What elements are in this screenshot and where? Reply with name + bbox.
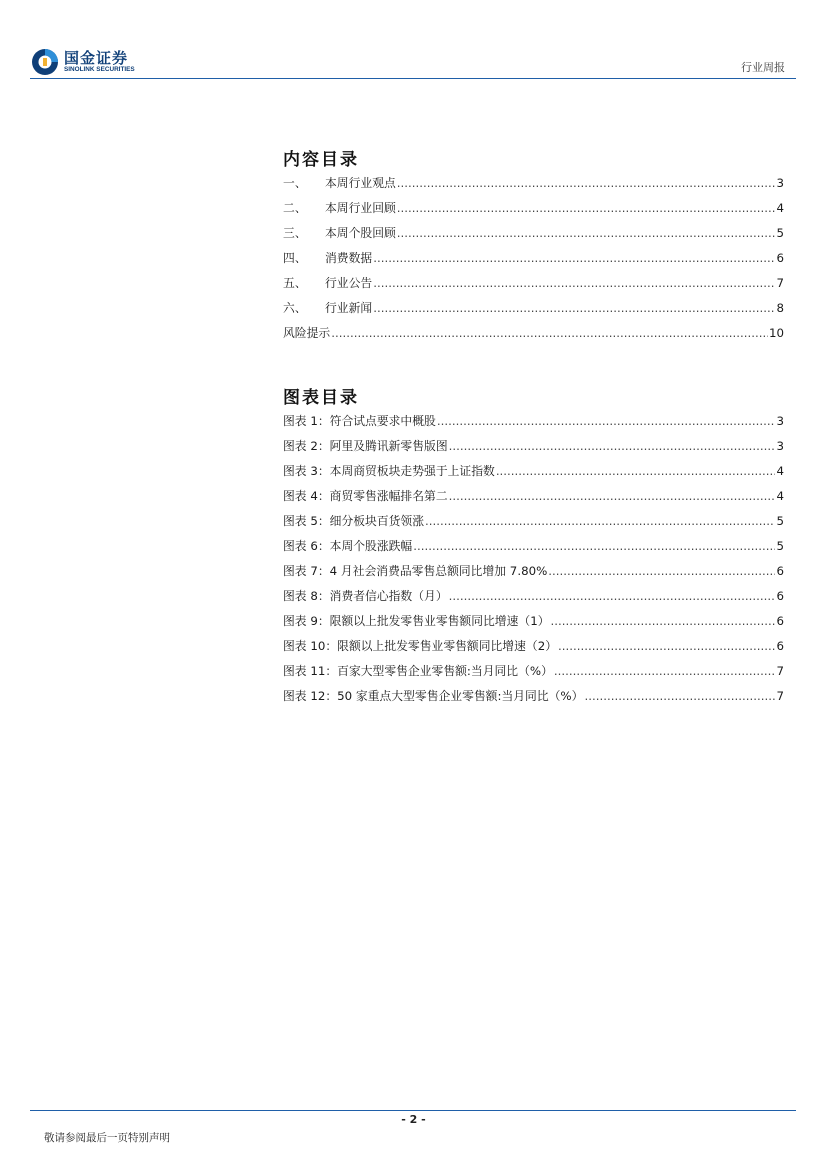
toc-entry-label [283, 249, 372, 266]
toc-leader-dots [425, 514, 775, 528]
toc-entry-page: 5 [776, 226, 784, 240]
toc-entry-text: 图表 9：限额以上批发零售业零售额同比增速（1） [283, 614, 550, 628]
contents-list [283, 174, 784, 349]
toc-entry-page: 6 [776, 564, 784, 578]
toc-entry-text: 本周行业观点 [325, 176, 396, 190]
toc-entry-number: 三、 [283, 226, 307, 240]
company-logo [30, 45, 160, 79]
toc-entry-label [283, 324, 330, 341]
toc-entry-page: 3 [776, 414, 784, 428]
toc-leader-dots [397, 226, 776, 240]
toc-entry-page: 7 [776, 664, 784, 678]
toc-entry-label [283, 412, 436, 429]
toc-entry-page: 3 [776, 439, 784, 453]
toc-entry-text: 图表 6：本周个股涨跌幅 [283, 539, 413, 553]
toc-entry-page: 5 [776, 514, 784, 528]
toc-leader-dots [449, 489, 776, 503]
toc-entry[interactable] [283, 324, 784, 349]
toc-entry-label [283, 199, 396, 216]
toc-entry-label [283, 637, 557, 654]
toc-entry-page: 4 [776, 489, 784, 503]
toc-leader-dots [449, 589, 776, 603]
toc-leader-dots [554, 664, 776, 678]
toc-entry[interactable] [283, 299, 784, 324]
toc-entry-page: 6 [776, 589, 784, 603]
toc-entry[interactable] [283, 637, 784, 662]
toc-leader-dots [331, 326, 768, 340]
page-number: - 2 - [401, 1113, 426, 1126]
toc-entry-text: 图表 5：细分板块百货领涨 [283, 514, 425, 528]
toc-entry-text: 图表 10：限额以上批发零售业零售额同比增速（2） [283, 639, 558, 653]
toc-entry-text: 图表 12：50 家重点大型零售企业零售额:当月同比（%） [283, 689, 584, 703]
toc-entry-label [283, 174, 396, 191]
toc-entry-text: 消费数据 [325, 251, 373, 265]
toc-entry-text: 图表 11：百家大型零售企业零售额:当月同比（%） [283, 664, 553, 678]
logo-chinese-name: 国金证券 [64, 49, 129, 67]
toc-entry-number: 四、 [283, 251, 307, 265]
toc-entry-number: 二、 [283, 201, 307, 215]
toc-leader-dots [397, 176, 776, 190]
toc-entry-label [283, 274, 372, 291]
toc-entry[interactable] [283, 587, 784, 612]
figures-list [283, 412, 784, 712]
toc-entry-page: 4 [776, 201, 784, 215]
toc-leader-dots [413, 539, 775, 553]
toc-entry-page: 4 [776, 464, 784, 478]
toc-entry-label [283, 562, 547, 579]
toc-leader-dots [373, 251, 775, 265]
toc-entry-page: 7 [776, 689, 784, 703]
toc-entry-label [283, 612, 550, 629]
document-type: 行业周报 [741, 61, 785, 74]
toc-leader-dots [584, 689, 775, 703]
toc-leader-dots [558, 639, 775, 653]
contents-title: 内容目录 [283, 150, 359, 170]
footer-divider [30, 1110, 796, 1111]
toc-entry[interactable] [283, 249, 784, 274]
toc-entry-page: 8 [776, 301, 784, 315]
toc-entry-label [283, 512, 424, 529]
toc-entry-label [283, 487, 448, 504]
toc-entry-page: 7 [776, 276, 784, 290]
toc-entry-label [283, 587, 448, 604]
toc-entry-text: 风险提示 [283, 326, 331, 340]
toc-entry[interactable] [283, 512, 784, 537]
toc-entry[interactable] [283, 412, 784, 437]
toc-entry-text: 图表 3：本周商贸板块走势强于上证指数 [283, 464, 495, 478]
toc-entry-page: 6 [776, 639, 784, 653]
toc-leader-dots [551, 614, 776, 628]
toc-leader-dots [548, 564, 775, 578]
toc-entry[interactable] [283, 662, 784, 687]
toc-entry[interactable] [283, 174, 784, 199]
toc-entry[interactable] [283, 199, 784, 224]
toc-entry-label [283, 662, 553, 679]
toc-entry-text: 行业新闻 [325, 301, 373, 315]
toc-entry-label [283, 462, 495, 479]
toc-leader-dots [373, 301, 775, 315]
toc-leader-dots [397, 201, 776, 215]
toc-entry[interactable] [283, 462, 784, 487]
toc-leader-dots [373, 276, 775, 290]
toc-leader-dots [449, 439, 776, 453]
toc-entry-page: 5 [776, 539, 784, 553]
logo-mark-icon [30, 47, 60, 77]
toc-entry-label [283, 437, 448, 454]
toc-entry[interactable] [283, 612, 784, 637]
toc-entry-text: 本周行业回顾 [325, 201, 396, 215]
toc-entry-label [283, 224, 396, 241]
toc-entry[interactable] [283, 437, 784, 462]
logo-english-name: SINOLINK SECURITIES [64, 66, 135, 73]
toc-entry[interactable] [283, 487, 784, 512]
toc-entry-number: 六、 [283, 301, 307, 315]
toc-entry-number: 一、 [283, 176, 307, 190]
toc-entry-text: 行业公告 [325, 276, 373, 290]
toc-entry[interactable] [283, 274, 784, 299]
toc-entry-text: 图表 2：阿里及腾讯新零售版图 [283, 439, 448, 453]
page-header [0, 0, 827, 80]
toc-entry[interactable] [283, 224, 784, 249]
toc-entry[interactable] [283, 562, 784, 587]
toc-entry-text: 图表 1：符合试点要求中概股 [283, 414, 436, 428]
toc-entry-page: 6 [776, 614, 784, 628]
toc-entry-label [283, 537, 412, 554]
toc-entry-label [283, 299, 372, 316]
toc-leader-dots [496, 464, 776, 478]
toc-entry-page: 3 [776, 176, 784, 190]
toc-entry-text: 图表 4：商贸零售涨幅排名第二 [283, 489, 448, 503]
toc-entry[interactable] [283, 687, 784, 712]
disclaimer: 敬请参阅最后一页特别声明 [44, 1132, 170, 1144]
toc-entry[interactable] [283, 537, 784, 562]
toc-entry-page: 10 [768, 326, 784, 340]
toc-entry-text: 图表 8：消费者信心指数（月） [283, 589, 448, 603]
toc-entry-label [283, 687, 583, 704]
toc-entry-number: 五、 [283, 276, 307, 290]
toc-leader-dots [437, 414, 776, 428]
toc-entry-text: 本周个股回顾 [325, 226, 396, 240]
toc-entry-text: 图表 7：4 月社会消费品零售总额同比增加 7.80% [283, 564, 548, 578]
toc-entry-page: 6 [776, 251, 784, 265]
figures-title: 图表目录 [283, 388, 359, 408]
header-divider [30, 78, 796, 79]
